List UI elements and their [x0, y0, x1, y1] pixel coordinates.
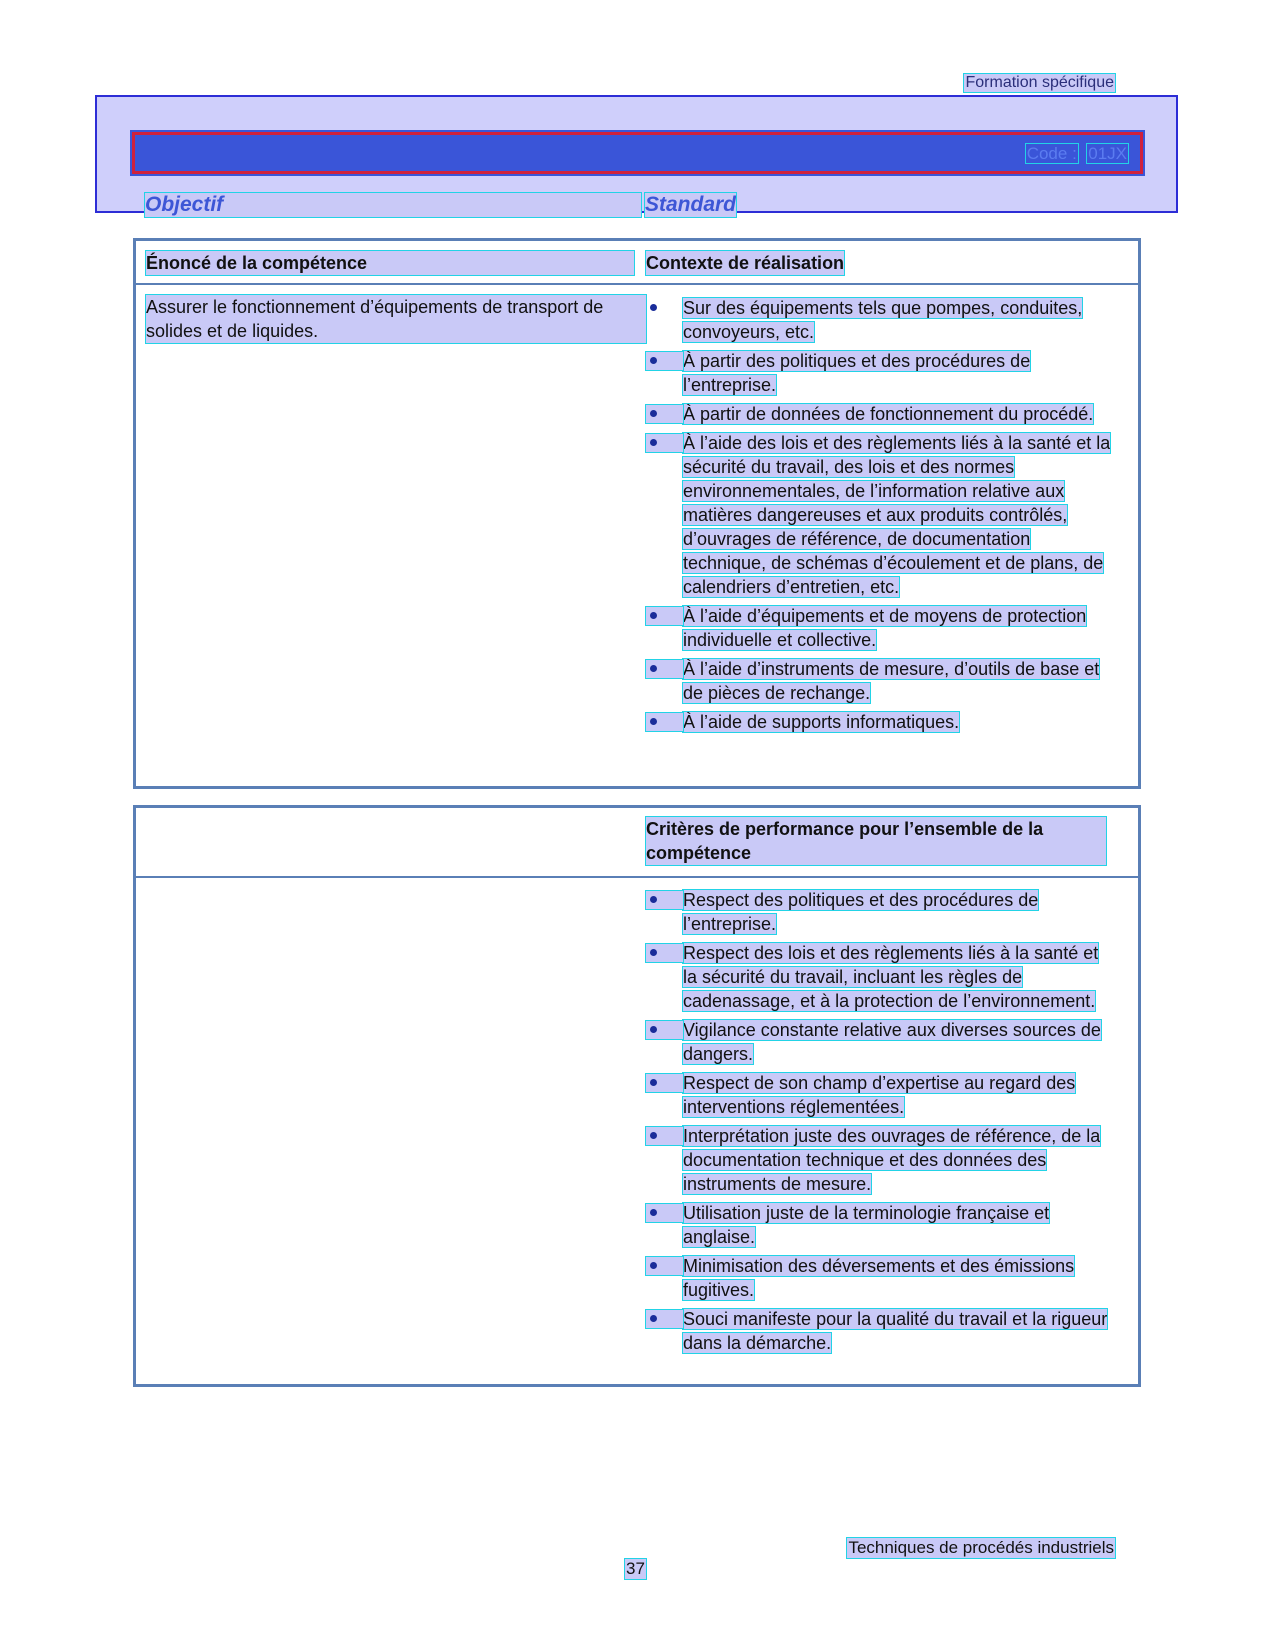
- footer-program-title: Techniques de procédés industriels: [848, 1538, 1114, 1557]
- bullet-icon: [646, 944, 683, 962]
- list-item: Respect des politiques et des procédures de l’entreprise.: [646, 888, 1116, 936]
- bullet-icon: [646, 1204, 683, 1222]
- bullet-icon: [646, 299, 683, 317]
- contexte-list: [646, 296, 1116, 739]
- bullet-icon: [646, 660, 683, 678]
- bullet-icon: [646, 713, 683, 731]
- bullet-icon: [646, 891, 683, 909]
- criteres-box: [133, 805, 1141, 1387]
- criteres-header: Critères de performance pour l’ensemble de la compétence: [646, 817, 1106, 865]
- competence-box-header: [136, 241, 1138, 285]
- criteres-box-header: [136, 808, 1138, 878]
- bullet-icon: [646, 1257, 683, 1275]
- list-item: Respect des lois et des règlements liés à la santé et la sécurité du travail, incluant les règles de cadenassage, et à la protection de l’environnement.: [646, 941, 1116, 1013]
- criteres-list: [646, 888, 1116, 1360]
- list-item: À partir des politiques et des procédures de l’entreprise.: [646, 349, 1116, 397]
- list-item: Respect de son champ d’expertise au regard des interventions réglementées.: [646, 1071, 1116, 1119]
- bullet-icon: [646, 1074, 683, 1092]
- list-item: Vigilance constante relative aux diverses sources de dangers.: [646, 1018, 1116, 1066]
- list-item: Minimisation des déversements et des émissions fugitives.: [646, 1254, 1116, 1302]
- list-item: À partir de données de fonctionnement du procédé.: [646, 402, 1116, 426]
- list-item: À l’aide de supports informatiques.: [646, 710, 1116, 734]
- competency-code: [1026, 144, 1128, 164]
- standard-label: Standard: [645, 193, 737, 216]
- bullet-icon: [646, 352, 683, 370]
- enonce-text: Assurer le fonctionnement d’équipements de transport de solides et de liquides.: [146, 295, 646, 343]
- bullet-icon: [646, 607, 683, 625]
- contexte-header: Contexte de réalisation: [646, 253, 845, 273]
- list-item: À l’aide des lois et des règlements liés à la santé et la sécurité du travail, des lois et des normes environnementales, de l’information relative aux matières dangereuses et aux produits contrôlés, d’ouvrages de référence, de documentation technique, de schémas d’écoulement et de plans, de calendriers d’entretien, etc.: [646, 431, 1116, 599]
- list-item: À l’aide d’équipements et de moyens de protection individuelle et collective.: [646, 604, 1116, 652]
- code-label: Code :: [1026, 144, 1077, 163]
- competence-box: [133, 238, 1141, 789]
- bullet-icon: [646, 1310, 683, 1328]
- bullet-icon: [646, 434, 683, 452]
- list-item: Interprétation juste des ouvrages de référence, de la documentation technique et des données des instruments de mesure.: [646, 1124, 1116, 1196]
- list-item: Souci manifeste pour la qualité du travail et la rigueur dans la démarche.: [646, 1307, 1116, 1355]
- list-item: Utilisation juste de la terminologie française et anglaise.: [646, 1201, 1116, 1249]
- bullet-icon: [646, 1021, 683, 1039]
- objectif-label: Objectif: [145, 193, 641, 217]
- code-value: 01JX: [1088, 144, 1127, 163]
- list-item: Sur des équipements tels que pompes, conduites, convoyeurs, etc.: [646, 296, 1116, 344]
- bullet-icon: [646, 1127, 683, 1145]
- bullet-icon: [646, 405, 683, 423]
- page-number: 37: [626, 1559, 645, 1578]
- header-program-tag: Formation spécifique: [965, 74, 1114, 91]
- code-bar: [132, 132, 1143, 174]
- enonce-header: Énoncé de la compétence: [146, 251, 634, 275]
- list-item: À l’aide d’instruments de mesure, d’outils de base et de pièces de rechange.: [646, 657, 1116, 705]
